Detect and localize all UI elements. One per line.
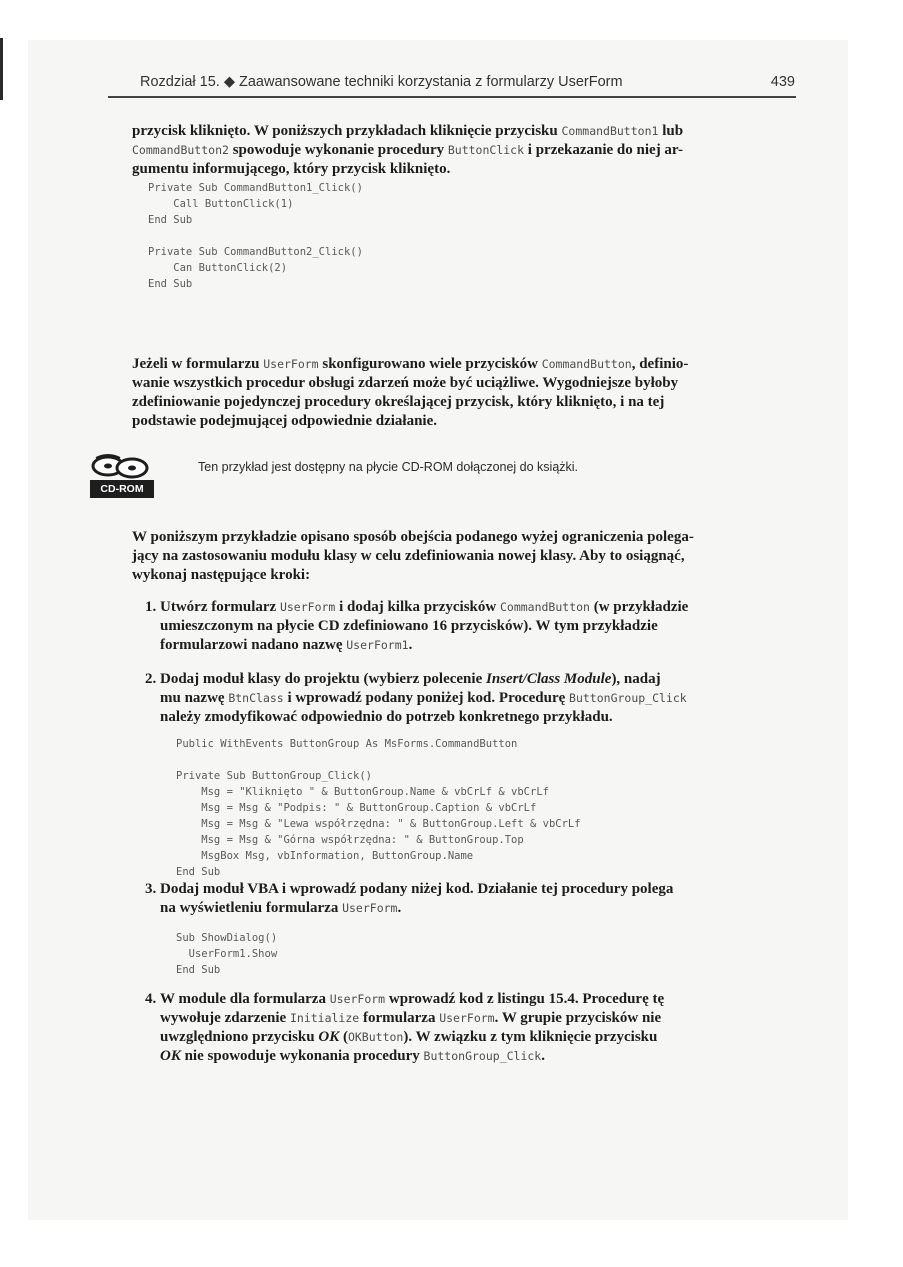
- page-number: 439: [770, 74, 795, 90]
- paragraph-text: wykonaj następujące kroki:: [132, 567, 311, 583]
- inline-code: UserForm: [279, 600, 336, 614]
- intro-text: gumentu informującego, który przycisk kliknięto.: [132, 161, 451, 177]
- step-3: [145, 880, 785, 918]
- step-text: .: [541, 1048, 545, 1064]
- step-text: wywołuje zdarzenie: [160, 1010, 287, 1026]
- step-text: W module dla formularza: [160, 991, 326, 1007]
- paragraph-text: zdefiniowanie pojedynczej procedury określającej przycisk, który kliknięto, i na tej: [132, 394, 665, 410]
- step-text: uwzględniono przycisku: [160, 1029, 315, 1045]
- step-text: Dodaj moduł VBA i wprowadź podany niżej kod. Działanie tej procedury polega: [160, 881, 674, 897]
- step-text: Dodaj moduł klasy do projektu (wybierz polecenie: [160, 671, 483, 687]
- paragraph-text: wanie wszystkich procedur obsługi zdarzeń może być uciążliwe. Wygodniejsze byłoby: [132, 375, 679, 391]
- step-text: należy zmodyfikować odpowiednio do potrzeb konkretnego przykładu.: [160, 709, 613, 725]
- step-text: .: [397, 900, 402, 916]
- header-rule: [108, 96, 796, 98]
- intro-text: lub: [662, 123, 684, 139]
- inline-code: UserForm: [342, 901, 398, 915]
- button-name: OK: [318, 1029, 340, 1045]
- step-text: .: [408, 637, 413, 653]
- step-number: 2.: [145, 671, 157, 687]
- chapter-title: Rozdział 15. ◆ Zaawansowane techniki korzystania z formularzy UserForm: [140, 74, 623, 90]
- inline-code: UserForm: [263, 357, 319, 371]
- step-text: wprowadź kod z listingu 15.4. Procedurę tę: [388, 991, 665, 1007]
- inline-code: UserForm: [439, 1011, 495, 1025]
- code-listing-1: Private Sub CommandButton1_Click() Call ButtonClick(1) End Sub Private Sub CommandButton2_Click() Can ButtonClick(2) End Sub: [148, 182, 363, 290]
- cd-disc-icon: [90, 452, 154, 482]
- paragraph-text: W poniższym przykładzie opisano sposób obejścia podanego wyżej ograniczenia polega-: [132, 529, 694, 545]
- inline-code: CommandButton: [499, 600, 590, 614]
- step-text: i wprowadź podany poniżej kod. Procedurę: [287, 690, 566, 706]
- step-4: [145, 990, 785, 1066]
- step-text: Utwórz formularz: [160, 599, 277, 615]
- cd-rom-icon: [90, 452, 154, 498]
- step-text: . W grupie przycisków nie: [494, 1010, 662, 1026]
- paragraph-text: , definio-: [631, 356, 689, 372]
- inline-code: BtnClass: [228, 691, 284, 705]
- step-text: mu nazwę: [160, 690, 225, 706]
- cd-rom-label: CD-ROM: [90, 480, 154, 498]
- step-text: ). W związku z tym kliknięcie przycisku: [403, 1029, 658, 1045]
- step-2: [145, 670, 785, 727]
- step-1: [145, 598, 785, 655]
- intro-text: i przekazanie do niej ar-: [527, 142, 684, 158]
- paragraph-2: [132, 355, 792, 431]
- intro-text: spowoduje wykonanie procedury: [232, 142, 445, 158]
- inline-code: Initialize: [289, 1011, 360, 1025]
- step-text: i dodaj kilka przycisków: [339, 599, 497, 615]
- step-text: (w przykładzie: [593, 599, 689, 615]
- intro-text: przycisk kliknięto. W poniższych przykładach kliknięcie przycisku: [132, 123, 558, 139]
- inline-code: UserForm: [329, 992, 386, 1006]
- code-listing-2: Public WithEvents ButtonGroup As MsForms.CommandButton Private Sub ButtonGroup_Click() Msg = "Kliknięto " & ButtonGroup.Name & vbCrLf & vbCrLf Msg = Msg & "Podpis: " & ButtonGroup.Caption & vbCrLf Msg = Msg & "Lewa współrzędna: " & ButtonGroup.Left & vbCrLf Msg = Msg & "Górna współrzędna: " & ButtonGroup.Top MsgBox Msg, vbInformation, ButtonGroup.Name End Sub: [176, 738, 581, 878]
- step-text: (: [342, 1029, 348, 1045]
- paragraph-text: Jeżeli w formularzu: [132, 356, 260, 372]
- inline-code: ButtonGroup_Click: [569, 691, 687, 705]
- paragraph-text: jący na zastosowaniu modułu klasy w celu zdefiniowania nowej klasy. Aby to osiągnąć,: [132, 548, 685, 564]
- step-number: 3.: [145, 881, 157, 897]
- paragraph-3: [132, 528, 792, 585]
- step-text: formularzowi nadano nazwę: [160, 637, 343, 653]
- step-text: formularza: [362, 1010, 436, 1026]
- button-name: OK: [160, 1048, 181, 1064]
- inline-code: ButtonClick: [447, 143, 525, 157]
- intro-paragraph: [132, 122, 792, 179]
- step-number: 1.: [145, 599, 157, 615]
- menu-command: Insert/Class Module: [485, 671, 612, 687]
- step-number: 4.: [145, 991, 157, 1007]
- step-text: umieszczonym na płycie CD zdefiniowano 16 przycisków). W tym przykładzie: [160, 618, 658, 634]
- inline-code: UserForm1: [346, 638, 409, 652]
- paragraph-text: skonfigurowano wiele przycisków: [322, 356, 538, 372]
- binding-edge: [0, 38, 3, 100]
- step-text: ), nadaj: [611, 671, 661, 687]
- paragraph-text: podstawie podejmującej odpowiednie działanie.: [132, 413, 438, 429]
- inline-code: ButtonGroup_Click: [423, 1049, 542, 1063]
- inline-code: CommandButton2: [132, 143, 229, 157]
- step-text: nie spowoduje wykonania procedury: [184, 1048, 420, 1064]
- inline-code: OKButton: [347, 1030, 404, 1044]
- inline-code: CommandButton: [541, 357, 632, 371]
- inline-code: CommandButton1: [561, 124, 659, 138]
- step-text: na wyświetleniu formularza: [160, 900, 339, 916]
- cd-rom-note: Ten przykład jest dostępny na płycie CD-ROM dołączonej do książki.: [198, 460, 579, 474]
- code-listing-3: Sub ShowDialog() UserForm1.Show End Sub: [176, 932, 278, 976]
